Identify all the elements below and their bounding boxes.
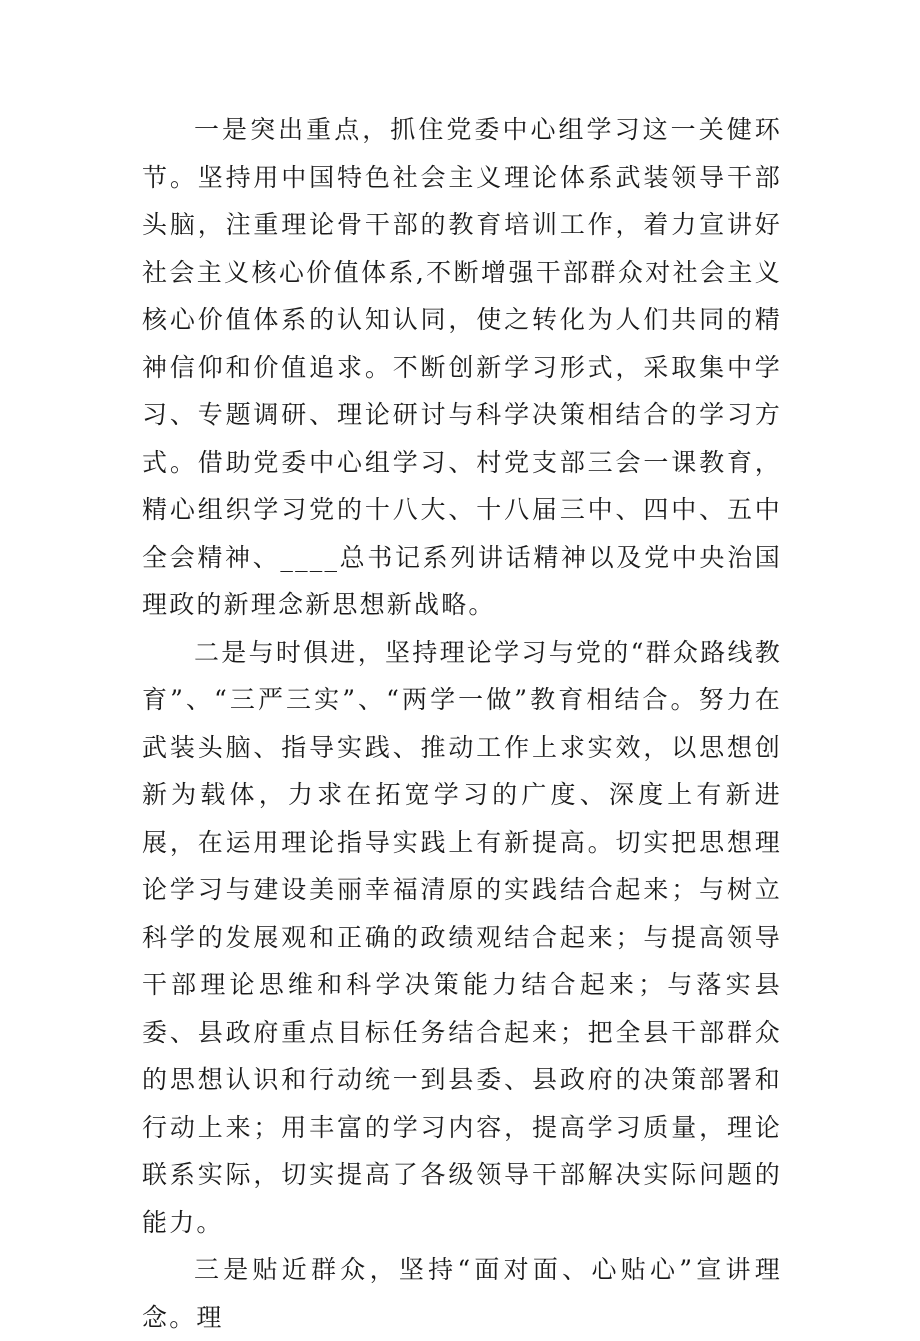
paragraph-3: 三是贴近群众，坚持“面对面、心贴心”宣讲理念。理 [142,1255,782,1332]
document-body [142,106,782,1341]
paragraph-1: 一是突出重点，抓住党委中心组学习这一关健环节。坚持用中国特色社会主义理论体系武装领导干部头脑，注重理论骨干部的教育培训工作，着力宣讲好社会主义核心价值体系,不断增强干部群众对社会主义核心价值体系的认知认同，使之转化为人们共同的精神信仰和价值追求。不断创新学习形式，采取集中学习、专题调研、理论研讨与科学决策相结合的学习方式。借助党委中心组学习、村党支部三会一课教育，精心组织学习党的十八大、十八届三中、四中、五中全会精神、____总书记系列讲话精神以及党中央治国理政的新理念新思想新战略。 [142,115,782,619]
paragraph-2: 二是与时俱进，坚持理论学习与党的“群众路线教育”、“三严三实”、“两学一做”教育相结合。努力在武装头脑、指导实践、推动工作上求实效，以思想创新为载体，力求在拓宽学习的广度、深度上有新进展，在运用理论指导实践上有新提高。切实把思想理论学习与建设美丽幸福清原的实践结合起来；与树立科学的发展观和正确的政绩观结合起来；与提高领导干部理论思维和科学决策能力结合起来；与落实县委、县政府重点目标任务结合起来；把全县干部群众的思想认识和行动统一到县委、县政府的决策部署和行动上来；用丰富的学习内容，提高学习质量，理论联系实际，切实提高了各级领导干部解决实际问题的能力。 [142,637,782,1237]
